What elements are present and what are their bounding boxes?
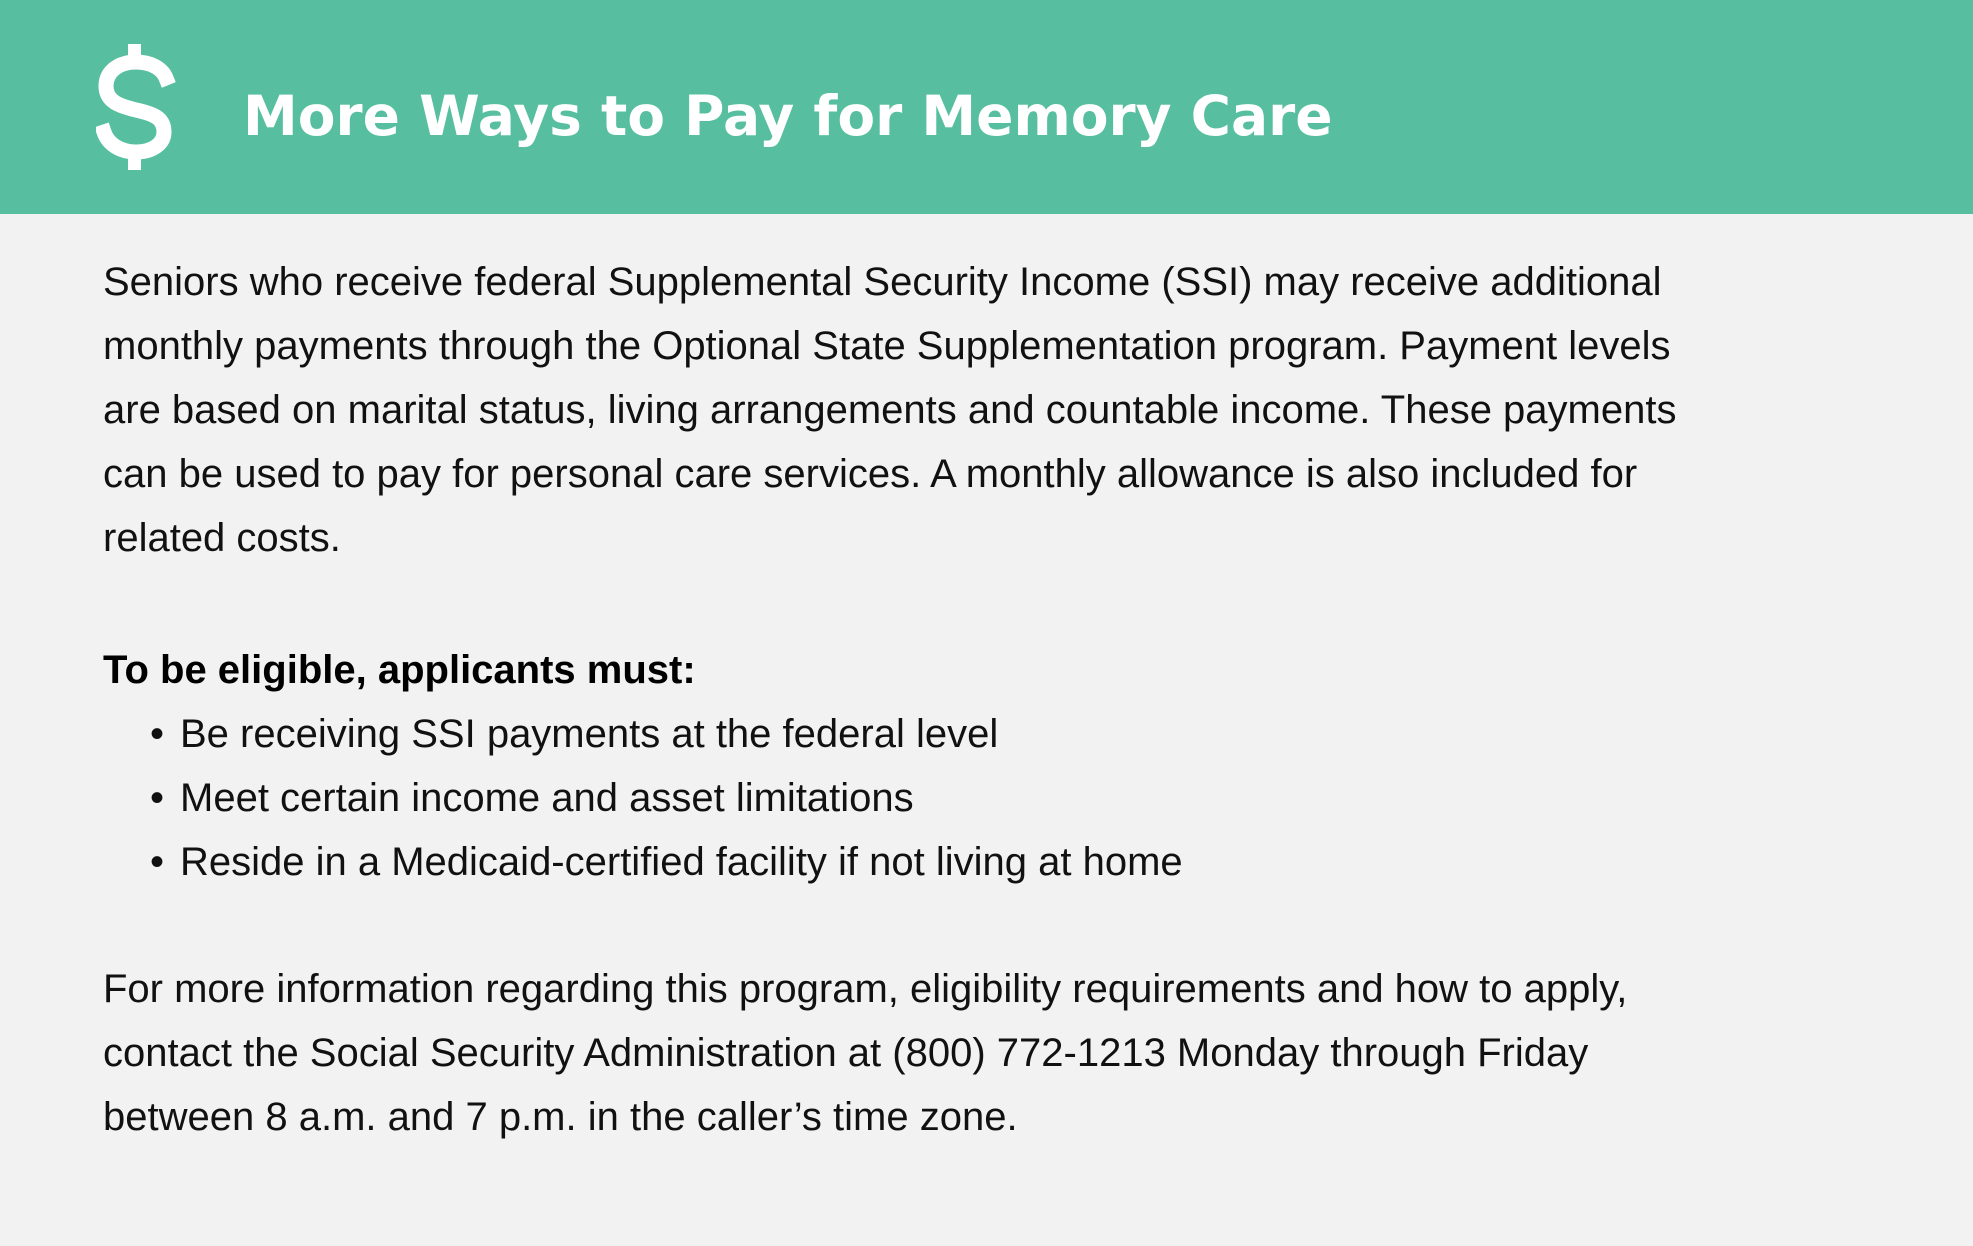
dollar-icon xyxy=(96,44,176,170)
intro-paragraph xyxy=(103,250,1903,570)
page-title: More Ways to Pay for Memory Care xyxy=(243,84,1333,148)
requirement-text: Reside in a Medicaid-certified facility if not living at home xyxy=(180,840,1183,884)
bullet-icon: • xyxy=(150,712,165,756)
bullet-icon: • xyxy=(150,776,165,820)
requirement-text: Meet certain income and asset limitations xyxy=(180,776,914,820)
header-banner xyxy=(0,0,1973,214)
list-item xyxy=(103,830,1903,894)
contact-line: contact the Social Security Administration at (800) 772-1213 Monday through Friday xyxy=(103,1031,1589,1075)
intro-line: related costs. xyxy=(103,516,341,560)
contact-line: For more information regarding this program, eligibility requirements and how to apply, xyxy=(103,967,1628,1011)
list-item xyxy=(103,702,1903,766)
requirements-list xyxy=(103,702,1903,894)
requirement-text: Be receiving SSI payments at the federal level xyxy=(180,712,999,756)
content-body xyxy=(103,250,1903,1149)
bullet-icon: • xyxy=(150,840,165,884)
intro-line: are based on marital status, living arrangements and countable income. These payments xyxy=(103,388,1677,432)
intro-line: Seniors who receive federal Supplemental Security Income (SSI) may receive additional xyxy=(103,260,1662,304)
intro-line: can be used to pay for personal care services. A monthly allowance is also included for xyxy=(103,452,1638,496)
intro-line: monthly payments through the Optional State Supplementation program. Payment levels xyxy=(103,324,1671,368)
eligibility-heading: To be eligible, applicants must: xyxy=(103,648,696,692)
contact-line: between 8 a.m. and 7 p.m. in the caller’s time zone. xyxy=(103,1095,1018,1139)
contact-paragraph xyxy=(103,957,1903,1149)
list-item xyxy=(103,766,1903,830)
